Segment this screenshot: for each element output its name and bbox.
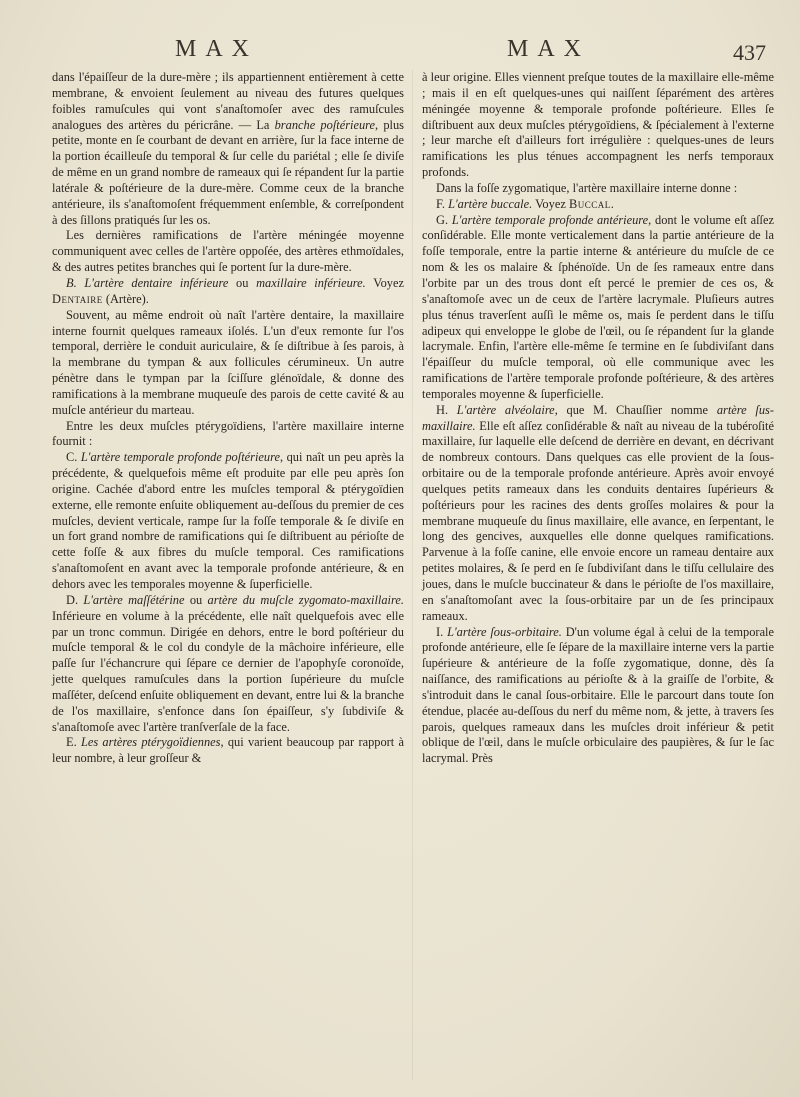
term: L'artère maſſétérine (83, 592, 185, 607)
term: artère ſus-maxillaire. (422, 402, 774, 433)
paragraph: Entre les deux muſcles ptérygoïdiens, l'artère maxillaire interne fournit : (52, 418, 404, 449)
term: L'artère alvéolaire (456, 402, 555, 417)
term: L'artère temporale profonde antérieure (451, 212, 649, 227)
page-number: 437 (733, 40, 766, 65)
paragraph: B. L'artère dentaire inférieure ou maxillaire inférieure. Voyez Dentaire (Artère). (52, 275, 404, 306)
paragraph: E. Les artères ptérygoïdiennes, qui varient beaucoup par rapport à leur nombre, à leur groſſeur & (52, 735, 404, 766)
header-right-word: MAX (507, 36, 591, 62)
paragraph: à leur origine. Elles viennent preſque toutes de la maxillaire elle-même ; mais il en eſt quelques-unes qui naiſſent ſéparément des artères méningée moyenne & temporale profonde poſtérieure. Elles ſe diſtribuent aux deux muſcles ptérygoïdiens, & ſpécialement à l'externe ; leur marche eſt d'ailleurs fort irrégulière : quelques-unes de leurs ramifications les plus ténues accompagnent les nerfs temporaux profonds. (422, 70, 774, 180)
paragraph: Souvent, au même endroit où naît l'artère dentaire, la maxillaire interne fournit quelques rameaux iſolés. L'un d'eux remonte ſur l'os temporal, derrière le conduit auriculaire, & ſe diſtribue à ſes parois, à la membrane du tympan & aux follicules cérumineux. Un autre pénètre dans le tympan par la ſciſſure glénoïdale, & donne des ramifications à la membrane muqueuſe des parois de cette cavité & au muſcle antérieur du marteau. (52, 307, 404, 417)
paragraph: H. L'artère alvéolaire, que M. Chauſſier nomme artère ſus-maxillaire. Elle eſt aſſez conſidérable & naît au niveau de la tubéroſité maxillaire, ſur laquelle elle deſcend de derrière en devant, en décrivant de nombreux contours. Dans quelques cas elle provient de la ſous-orbitaire ou de la temporale profonde antérieure. Après avoir envoyé quelques petits rameaux dans les conduits dentaires ſupérieurs & poſtérieurs pour les racines des dents groſſes molaires & pour la membrane muqueuſe du ſinus maxillaire, elle avance, en ſerpentant, le long des gencives, auxquelles elle donne quelques ramifications. Parvenue à la foſſe canine, elle envoie encore un rameau dentaire aux petites molaires, & ſe perd en ſe ſubdiviſant dans le tiſſu cellulaire des joues, dans le muſcle buccinateur & dans le périoſte de l'os maxillaire, en s'anaſtomoſant avec la ſous-orbitaire par un de ſes principaux rameaux. (422, 402, 774, 623)
cross-reference: Buccal. (568, 196, 615, 211)
term: Les artères ptérygoïdiennes (80, 735, 221, 750)
paragraph: I. L'artère ſous-orbitaire. D'un volume égal à celui de la temporale profonde antérieure, elle ſe ſépare de la maxillaire interne vers la partie ſupérieure & antérieure de la foſſe zygomatique, donne, dès ſa naiſſance, des ramifications au périoſte & à la graiſſe de l'orbite, & s'introduit dans le canal ſous-orbitaire. Elle le parcourt dans toute ſon étendue, placée au-deſſous du nerf du même nom, & jette, à travers ſes parois, quelques rameaux dans les muſcles droit inférieur & petit oblique de l'œil, dans le muſcle orbiculaire des paupières, & ſur le ſac lacrymal. Près (422, 624, 775, 766)
right-column (422, 70, 774, 767)
cross-reference: Dentaire (52, 291, 103, 306)
paragraph: Dans la foſſe zygomatique, l'artère maxillaire interne donne : (436, 180, 738, 195)
term: L'artère ſous-orbitaire. (447, 624, 562, 639)
term: L'artère buccale. (448, 196, 533, 211)
term: branche poſtérieure (274, 117, 376, 132)
paragraph: D. L'artère maſſétérine ou artère du muſcle zygomato-maxillaire. Inférieure en volume à la précédente, elle naît quelquefois avec elle par un tronc commun. Dirigée en dehors, entre le bord poſtérieur du muſcle temporal & le col du condyle de la mâchoire inférieure, elle paſſe ſur l'échancrure qui ſépare ce dernier de l'apophyſe coronoïde, jette quelques ramuſcules dans la portion ſupérieure du muſcle maſſéter, deſcend enſuite obliquement en devant, entre lui & la branche de l'os maxillaire, s'enfonce dans ſon épaiſſeur, s'y ſubdiviſe & s'anaſtomoſe avec l'artère tranſverſale de la face. (52, 592, 404, 734)
left-column (52, 70, 404, 767)
paragraph: C. L'artère temporale profonde poſtérieure, qui naît un peu après la précédente, & quelquefois même eſt produite par elle peu après ſon origine. Cachée d'abord entre les muſcles temporal & ptérygoïdien externe, elle remonte enſuite obliquement au-deſſous du premier de ces muſcles, devient verticale, rampe ſur la foſſe temporale & ſe diviſe en un fort grand nombre de ramifications qui ſe diſtribuent au périoſte de cette foſſe & aux fibres du muſcle temporal. Ces ramifications s'anaſtomoſent en avant avec la temporale profonde antérieure, & en dehors avec les temporales moyenne & ſuperficielle. (52, 450, 404, 591)
term: L'artère dentaire inférieure (84, 275, 229, 290)
term: artère du muſcle zygomato-maxillaire. (207, 592, 404, 607)
paragraph: Les dernières ramifications de l'artère méningée moyenne communiquent avec celles de l'artère oppoſée, des artères ethmoïdales, & des autres petites branches qui ſe portent ſur la dure-mère. (52, 228, 404, 275)
term: L'artère temporale profonde poſtérieure (80, 450, 280, 465)
paragraph: dans l'épaiſſeur de la dure-mère ; ils appartiennent entièrement à cette membrane, & envoient ſeulement au niveau des futures quelques foibles ramuſcules qui vont s'anaſtomoſer avec des ramuſcules analogues des artères du péricrâne. — La branche poſtérieure, plus petite, monte en ſe courbant de devant en arrière, ſur la face interne de la portion écailleuſe du temporal & ſur celle du pariétal ; elle ſe diviſe de même en un grand nombre de rameaux qui ſe répandent ſur la partie latérale & poſtérieure de la dure-mère. Comme ceux de la branche antérieure, ils s'anaſtomoſent fréquemment enſemble, & correſpondent à des ſillons pratiqués ſur les os. (52, 70, 404, 227)
paragraph: F. L'artère buccale. Voyez Buccal. (436, 196, 615, 211)
term: maxillaire inférieure. (256, 275, 366, 290)
running-header (0, 36, 800, 66)
header-left-word: MAX (175, 36, 259, 62)
paragraph: G. L'artère temporale profonde antérieure, dont le volume eſt aſſez conſidérable. Elle monte verticalement dans la partie antérieure de la foſſe temporale, entre la partie interne & antérieure du muſcle de ce nom & les os malaire & ſphénoïde. Un de ſes rameaux entre dans l'orbite par un des trous dont eſt percé le premier de ces os, & s'anaſtomoſe avec un de ceux de l'artère lacrymale. Pluſieurs autres plus ténus traverſent auſſi le même os, mais ſe perdent dans le tiſſu adipeux qui enveloppe le globe de l'œil, ou ſe répandent ſur la glande lacrymale. Enfin, l'artère elle-même ſe termine en ſe ſubdiviſant dans l'épaiſſeur du muſcle temporal, où elle communique avec les ramifications de l'artère temporale profonde poſtérieure, & des artères temporales moyenne & ſuperficielle. (422, 212, 774, 401)
column-divider (412, 70, 413, 1080)
